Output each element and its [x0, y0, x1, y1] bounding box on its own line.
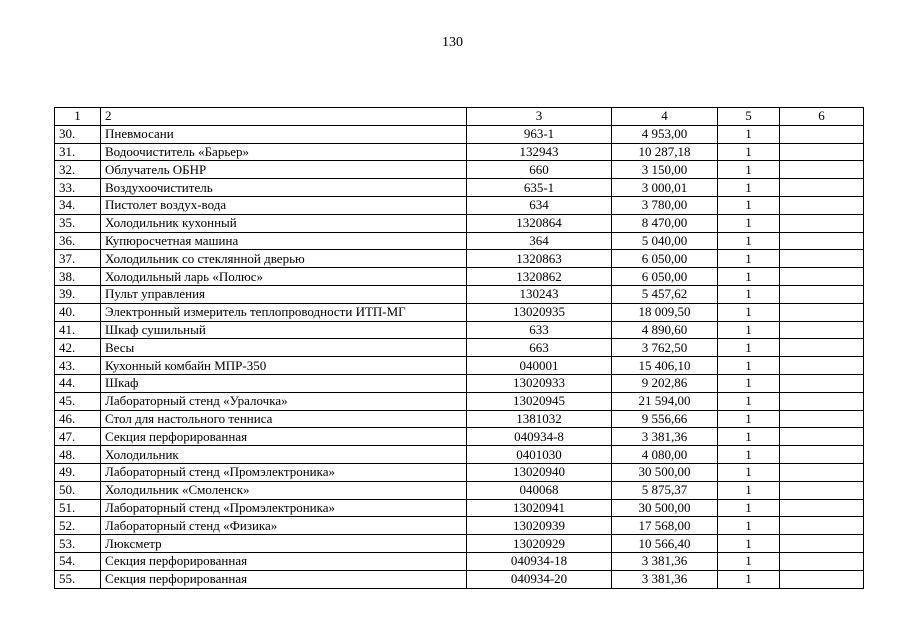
- price-cell: 5 040,00: [612, 232, 718, 250]
- row-number-cell: 39.: [55, 285, 101, 303]
- table-row: [55, 428, 864, 446]
- inventory-code-cell: 13020933: [467, 374, 612, 392]
- table-row: [55, 535, 864, 553]
- price-cell: 17 568,00: [612, 517, 718, 535]
- row-number-cell: 31.: [55, 143, 101, 161]
- inventory-code-cell: 660: [467, 161, 612, 179]
- table-row: [55, 125, 864, 143]
- item-name-cell: Облучатель ОБНР: [101, 161, 467, 179]
- row-number-cell: 49.: [55, 463, 101, 481]
- item-name-cell: Люксметр: [101, 535, 467, 553]
- table-row: [55, 499, 864, 517]
- row-number-cell: 47.: [55, 428, 101, 446]
- inventory-code-cell: 13020940: [467, 463, 612, 481]
- note-cell: [780, 499, 864, 517]
- row-number-cell: 42.: [55, 339, 101, 357]
- item-name-cell: Шкаф сушильный: [101, 321, 467, 339]
- quantity-cell: 1: [718, 374, 780, 392]
- note-cell: [780, 250, 864, 268]
- price-cell: 3 000,01: [612, 179, 718, 197]
- item-name-cell: Холодильник со стеклянной дверью: [101, 250, 467, 268]
- quantity-cell: 1: [718, 481, 780, 499]
- item-name-cell: Секция перфорированная: [101, 570, 467, 588]
- quantity-cell: 1: [718, 499, 780, 517]
- item-name-cell: Секция перфорированная: [101, 428, 467, 446]
- table-row: [55, 285, 864, 303]
- table-row: [55, 517, 864, 535]
- table-row: [55, 143, 864, 161]
- price-cell: 6 050,00: [612, 250, 718, 268]
- quantity-cell: 1: [718, 232, 780, 250]
- quantity-cell: 1: [718, 303, 780, 321]
- inventory-code-cell: 13020935: [467, 303, 612, 321]
- row-number-cell: 37.: [55, 250, 101, 268]
- price-cell: 4 080,00: [612, 446, 718, 464]
- item-name-cell: Кухонный комбайн МПР-350: [101, 357, 467, 375]
- quantity-cell: 1: [718, 268, 780, 286]
- row-number-cell: 36.: [55, 232, 101, 250]
- item-name-cell: Шкаф: [101, 374, 467, 392]
- price-cell: 30 500,00: [612, 499, 718, 517]
- price-cell: 5 457,62: [612, 285, 718, 303]
- quantity-cell: 1: [718, 321, 780, 339]
- inventory-code-cell: 040934-20: [467, 570, 612, 588]
- price-cell: 3 381,36: [612, 552, 718, 570]
- table-row: [55, 321, 864, 339]
- row-number-cell: 53.: [55, 535, 101, 553]
- column-header-3: 3: [467, 108, 612, 126]
- row-number-cell: 45.: [55, 392, 101, 410]
- quantity-cell: 1: [718, 179, 780, 197]
- quantity-cell: 1: [718, 285, 780, 303]
- note-cell: [780, 570, 864, 588]
- column-header-6: 6: [780, 108, 864, 126]
- price-cell: 5 875,37: [612, 481, 718, 499]
- quantity-cell: 1: [718, 339, 780, 357]
- row-number-cell: 30.: [55, 125, 101, 143]
- inventory-code-cell: 13020939: [467, 517, 612, 535]
- table-row: [55, 179, 864, 197]
- item-name-cell: Стол для настольного тенниса: [101, 410, 467, 428]
- inventory-code-cell: 040001: [467, 357, 612, 375]
- inventory-code-cell: 634: [467, 196, 612, 214]
- note-cell: [780, 321, 864, 339]
- item-name-cell: Секция перфорированная: [101, 552, 467, 570]
- note-cell: [780, 392, 864, 410]
- row-number-cell: 48.: [55, 446, 101, 464]
- quantity-cell: 1: [718, 214, 780, 232]
- note-cell: [780, 481, 864, 499]
- table-row: [55, 303, 864, 321]
- table-row: [55, 481, 864, 499]
- row-number-cell: 34.: [55, 196, 101, 214]
- row-number-cell: 52.: [55, 517, 101, 535]
- price-cell: 4 890,60: [612, 321, 718, 339]
- column-header-2: 2: [101, 108, 467, 126]
- row-number-cell: 43.: [55, 357, 101, 375]
- quantity-cell: 1: [718, 570, 780, 588]
- table-body: [55, 125, 864, 588]
- row-number-cell: 40.: [55, 303, 101, 321]
- quantity-cell: 1: [718, 196, 780, 214]
- quantity-cell: 1: [718, 463, 780, 481]
- note-cell: [780, 179, 864, 197]
- item-name-cell: Водоочиститель «Барьер»: [101, 143, 467, 161]
- item-name-cell: Холодильник «Смоленск»: [101, 481, 467, 499]
- item-name-cell: Лабораторный стенд «Уралочка»: [101, 392, 467, 410]
- item-name-cell: Весы: [101, 339, 467, 357]
- inventory-code-cell: 1381032: [467, 410, 612, 428]
- row-number-cell: 55.: [55, 570, 101, 588]
- table-row: [55, 232, 864, 250]
- item-name-cell: Холодильник кухонный: [101, 214, 467, 232]
- table-row: [55, 392, 864, 410]
- note-cell: [780, 303, 864, 321]
- note-cell: [780, 463, 864, 481]
- table-row: [55, 446, 864, 464]
- inventory-code-cell: 13020929: [467, 535, 612, 553]
- quantity-cell: 1: [718, 446, 780, 464]
- row-number-cell: 54.: [55, 552, 101, 570]
- item-name-cell: Лабораторный стенд «Промэлектроника»: [101, 463, 467, 481]
- table-row: [55, 339, 864, 357]
- price-cell: 10 566,40: [612, 535, 718, 553]
- quantity-cell: 1: [718, 410, 780, 428]
- table-row: [55, 214, 864, 232]
- inventory-code-cell: 13020941: [467, 499, 612, 517]
- item-name-cell: Лабораторный стенд «Физика»: [101, 517, 467, 535]
- price-cell: 9 556,66: [612, 410, 718, 428]
- note-cell: [780, 374, 864, 392]
- inventory-code-cell: 132943: [467, 143, 612, 161]
- price-cell: 9 202,86: [612, 374, 718, 392]
- page-number: 130: [442, 35, 463, 50]
- inventory-code-cell: 1320864: [467, 214, 612, 232]
- price-cell: 3 762,50: [612, 339, 718, 357]
- inventory-code-cell: 040068: [467, 481, 612, 499]
- row-number-cell: 50.: [55, 481, 101, 499]
- inventory-code-cell: 0401030: [467, 446, 612, 464]
- price-cell: 3 780,00: [612, 196, 718, 214]
- row-number-cell: 35.: [55, 214, 101, 232]
- quantity-cell: 1: [718, 161, 780, 179]
- table-row: [55, 552, 864, 570]
- note-cell: [780, 143, 864, 161]
- note-cell: [780, 535, 864, 553]
- quantity-cell: 1: [718, 357, 780, 375]
- price-cell: 6 050,00: [612, 268, 718, 286]
- row-number-cell: 41.: [55, 321, 101, 339]
- table-row: [55, 570, 864, 588]
- table-row: [55, 161, 864, 179]
- quantity-cell: 1: [718, 250, 780, 268]
- note-cell: [780, 357, 864, 375]
- inventory-code-cell: 635-1: [467, 179, 612, 197]
- price-cell: 3 381,36: [612, 570, 718, 588]
- inventory-code-cell: 130243: [467, 285, 612, 303]
- table-row: [55, 268, 864, 286]
- price-cell: 15 406,10: [612, 357, 718, 375]
- quantity-cell: 1: [718, 143, 780, 161]
- note-cell: [780, 125, 864, 143]
- item-name-cell: Купюросчетная машина: [101, 232, 467, 250]
- inventory-table: [54, 107, 864, 589]
- row-number-cell: 33.: [55, 179, 101, 197]
- table-row: [55, 463, 864, 481]
- note-cell: [780, 410, 864, 428]
- quantity-cell: 1: [718, 535, 780, 553]
- table-row: [55, 374, 864, 392]
- note-cell: [780, 285, 864, 303]
- note-cell: [780, 517, 864, 535]
- inventory-code-cell: 040934-18: [467, 552, 612, 570]
- item-name-cell: Пневмосани: [101, 125, 467, 143]
- price-cell: 3 150,00: [612, 161, 718, 179]
- table-row: [55, 410, 864, 428]
- table-header-row: [55, 108, 864, 126]
- price-cell: 21 594,00: [612, 392, 718, 410]
- quantity-cell: 1: [718, 517, 780, 535]
- inventory-code-cell: 1320863: [467, 250, 612, 268]
- note-cell: [780, 446, 864, 464]
- inventory-code-cell: 13020945: [467, 392, 612, 410]
- item-name-cell: Электронный измеритель теплопроводности ИТП-МГ: [101, 303, 467, 321]
- price-cell: 10 287,18: [612, 143, 718, 161]
- inventory-code-cell: 1320862: [467, 268, 612, 286]
- inventory-code-cell: 963-1: [467, 125, 612, 143]
- note-cell: [780, 196, 864, 214]
- quantity-cell: 1: [718, 428, 780, 446]
- note-cell: [780, 161, 864, 179]
- item-name-cell: Лабораторный стенд «Промэлектроника»: [101, 499, 467, 517]
- row-number-cell: 51.: [55, 499, 101, 517]
- row-number-cell: 32.: [55, 161, 101, 179]
- item-name-cell: Холодильник: [101, 446, 467, 464]
- row-number-cell: 38.: [55, 268, 101, 286]
- item-name-cell: Воздухоочиститель: [101, 179, 467, 197]
- quantity-cell: 1: [718, 125, 780, 143]
- item-name-cell: Пистолет воздух-вода: [101, 196, 467, 214]
- note-cell: [780, 552, 864, 570]
- column-header-5: 5: [718, 108, 780, 126]
- row-number-cell: 44.: [55, 374, 101, 392]
- table-row: [55, 357, 864, 375]
- note-cell: [780, 214, 864, 232]
- note-cell: [780, 428, 864, 446]
- price-cell: 8 470,00: [612, 214, 718, 232]
- column-header-1: 1: [55, 108, 101, 126]
- price-cell: 18 009,50: [612, 303, 718, 321]
- inventory-code-cell: 633: [467, 321, 612, 339]
- quantity-cell: 1: [718, 552, 780, 570]
- price-cell: 30 500,00: [612, 463, 718, 481]
- inventory-code-cell: 364: [467, 232, 612, 250]
- inventory-code-cell: 040934-8: [467, 428, 612, 446]
- item-name-cell: Пульт управления: [101, 285, 467, 303]
- column-header-4: 4: [612, 108, 718, 126]
- table-row: [55, 250, 864, 268]
- note-cell: [780, 232, 864, 250]
- note-cell: [780, 339, 864, 357]
- row-number-cell: 46.: [55, 410, 101, 428]
- quantity-cell: 1: [718, 392, 780, 410]
- note-cell: [780, 268, 864, 286]
- table-row: [55, 196, 864, 214]
- price-cell: 4 953,00: [612, 125, 718, 143]
- item-name-cell: Холодильный ларь «Полюс»: [101, 268, 467, 286]
- price-cell: 3 381,36: [612, 428, 718, 446]
- inventory-code-cell: 663: [467, 339, 612, 357]
